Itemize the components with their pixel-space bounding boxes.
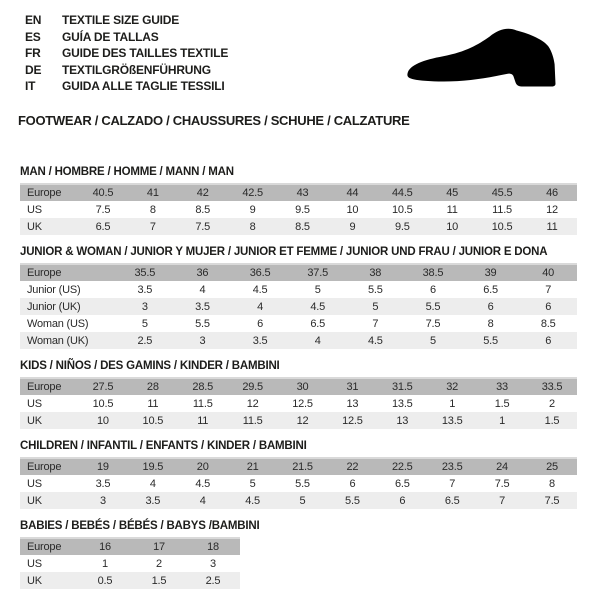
row-label: UK	[27, 414, 42, 427]
row-label: Junior (UK)	[27, 300, 81, 313]
size-cell: 4	[314, 334, 321, 347]
size-cell: 11	[546, 220, 558, 233]
row-label: UK	[27, 494, 42, 507]
size-row-man-uk	[20, 218, 577, 235]
language-code: IT	[25, 79, 36, 93]
size-cell: 23.5	[441, 461, 463, 473]
size-row-kids-us	[20, 395, 577, 412]
size-cell: 43	[296, 187, 309, 199]
size-row-kids-europe	[20, 378, 577, 395]
size-row-junior-woman-junior-uk	[20, 298, 577, 315]
size-cell: 31.5	[391, 381, 413, 393]
size-cell: 7.5	[95, 203, 111, 216]
row-label: Europe	[27, 461, 62, 473]
size-cell: 33	[496, 381, 508, 393]
row-label: Woman (US)	[27, 317, 89, 330]
size-cell: 7.5	[494, 477, 510, 490]
row-label: Europe	[27, 541, 62, 553]
size-cell: 42.5	[242, 187, 263, 199]
size-section-babies	[20, 520, 580, 589]
size-cell: 3.5	[137, 283, 153, 296]
size-cell: 10.5	[92, 397, 114, 410]
size-cell: 5	[372, 300, 379, 313]
size-section-man	[20, 166, 580, 235]
size-row-junior-woman-woman-us	[20, 315, 577, 332]
size-cell: 9	[249, 203, 256, 216]
size-cell: 11	[446, 203, 458, 216]
size-cell: 21.5	[292, 461, 313, 473]
size-cell: 27.5	[92, 381, 114, 393]
size-row-children-uk	[20, 492, 577, 509]
size-cell: 10.5	[142, 414, 164, 427]
size-section-kids	[20, 360, 580, 429]
size-cell: 1	[102, 557, 108, 570]
language-row-fr	[25, 45, 228, 62]
size-cell: 9.5	[295, 203, 310, 216]
size-cell: 3.5	[145, 494, 161, 507]
size-cell: 5	[249, 477, 256, 490]
size-cell: 5	[314, 283, 321, 296]
size-cell: 37.5	[307, 267, 328, 279]
size-row-man-us	[20, 201, 577, 218]
size-cell: 8.5	[195, 203, 211, 216]
size-cell: 13.5	[391, 397, 413, 410]
size-row-kids-uk	[20, 412, 577, 429]
size-cell: 6	[429, 283, 436, 296]
size-table-junior-woman	[20, 263, 577, 349]
size-cell: 9	[349, 220, 356, 233]
row-label: US	[27, 557, 42, 570]
size-cell: 39	[484, 267, 497, 279]
size-cell: 1.5	[151, 574, 167, 587]
size-cell: 6	[545, 334, 552, 347]
size-cell: 2	[156, 557, 162, 570]
size-cell: 19	[97, 461, 109, 473]
size-cell: 4	[257, 300, 264, 313]
size-cell: 3	[210, 557, 216, 570]
size-cell: 11.5	[242, 414, 263, 427]
size-cell: 4.5	[252, 283, 268, 296]
size-cell: 11.5	[192, 397, 213, 410]
size-cell: 11	[197, 414, 209, 427]
language-code: ES	[25, 29, 41, 44]
size-cell: 8	[249, 220, 256, 233]
size-section-junior-woman	[20, 246, 580, 349]
size-cell: 1.5	[494, 397, 510, 410]
size-section-title-kids: KIDS / NIÑOS / DES GAMINS / KINDER / BAMBINI	[20, 360, 280, 372]
size-cell: 5.5	[295, 477, 310, 490]
size-cell: 40	[542, 267, 555, 279]
size-cell: 6.5	[444, 494, 460, 507]
language-code: EN	[25, 13, 42, 27]
size-cell: 21	[246, 461, 259, 473]
size-cell: 44.5	[391, 187, 413, 199]
language-title: GUIDE DES TAILLES TEXTILE	[62, 46, 229, 60]
row-label: UK	[27, 220, 42, 233]
size-cell: 5	[299, 494, 306, 507]
row-label: US	[27, 397, 42, 410]
language-row-es	[25, 29, 228, 46]
size-cell: 38	[369, 267, 382, 279]
size-cell: 3.5	[95, 477, 111, 490]
size-cell: 7	[499, 494, 506, 507]
size-cell: 28	[146, 381, 159, 393]
size-cell: 6.5	[483, 283, 498, 296]
size-table-kids	[20, 377, 577, 429]
language-row-en	[25, 12, 228, 29]
language-code: FR	[25, 46, 41, 60]
size-cell: 8	[487, 317, 494, 330]
size-cell: 28.5	[192, 381, 214, 393]
size-cell: 7.5	[195, 220, 211, 233]
row-label: Europe	[27, 187, 62, 199]
size-cell: 4.5	[245, 494, 260, 507]
size-table-babies	[20, 537, 240, 589]
size-cell: 16	[99, 541, 111, 553]
size-cell: 40.5	[92, 187, 114, 199]
size-cell: 11	[147, 397, 159, 410]
size-cell: 31	[346, 381, 359, 393]
size-cell: 38.5	[422, 267, 444, 279]
size-cell: 19.5	[142, 461, 164, 473]
size-row-junior-woman-junior-us	[20, 281, 577, 298]
size-section-title-junior-woman: JUNIOR & WOMAN / JUNIOR Y MUJER / JUNIOR ET FEMME / JUNIOR UND FRAU / JUNIOR E DONA	[20, 246, 548, 258]
size-cell: 45.5	[491, 187, 513, 199]
size-cell: 5	[429, 334, 436, 347]
size-cell: 6	[545, 300, 552, 313]
size-cell: 4	[199, 494, 206, 507]
size-cell: 10	[97, 414, 109, 427]
size-cell: 5.5	[425, 300, 441, 313]
size-cell: 20	[196, 461, 209, 473]
size-cell: 12.5	[342, 414, 363, 427]
size-cell: 6	[487, 300, 494, 313]
row-label: US	[27, 477, 42, 490]
size-cell: 13	[396, 414, 409, 427]
size-cell: 4.5	[367, 334, 383, 347]
size-row-junior-woman-europe	[20, 264, 577, 281]
size-cell: 4	[199, 283, 206, 296]
size-cell: 3	[199, 334, 206, 347]
row-label: UK	[27, 574, 42, 587]
size-section-title-children: CHILDREN / INFANTIL / ENFANTS / KINDER / BAMBINI	[20, 440, 307, 452]
size-cell: 8.5	[295, 220, 310, 233]
size-cell: 5.5	[367, 283, 383, 296]
size-cell: 12.5	[292, 397, 313, 410]
size-section-title-man: MAN / HOMBRE / HOMME / MANN / MAN	[20, 166, 234, 178]
size-cell: 36.5	[249, 267, 271, 279]
size-cell: 10.5	[491, 220, 513, 233]
size-cell: 7	[372, 317, 379, 330]
size-row-babies-us	[20, 555, 240, 572]
size-cell: 5.5	[345, 494, 360, 507]
size-cell: 7	[449, 477, 456, 490]
size-cell: 5	[141, 317, 148, 330]
size-row-junior-woman-woman-uk	[20, 332, 577, 349]
size-cell: 36	[196, 267, 209, 279]
size-cell: 8	[149, 203, 156, 216]
size-cell: 2.5	[137, 334, 153, 347]
size-cell: 10.5	[391, 203, 413, 216]
size-cell: 10	[446, 220, 459, 233]
size-cell: 46	[546, 187, 558, 199]
size-cell: 6	[349, 477, 356, 490]
size-tables	[20, 166, 580, 600]
size-row-babies-uk	[20, 572, 240, 589]
row-label: Europe	[27, 381, 62, 393]
size-cell: 6	[257, 317, 264, 330]
size-row-man-europe	[20, 184, 577, 201]
size-cell: 13.5	[441, 414, 463, 427]
row-label: US	[27, 203, 42, 216]
language-row-it	[25, 78, 228, 95]
size-cell: 32	[446, 381, 459, 393]
size-cell: 4.5	[195, 477, 211, 490]
size-cell: 22	[346, 461, 359, 473]
size-cell: 12	[546, 203, 558, 216]
size-cell: 6	[399, 494, 406, 507]
size-cell: 12	[246, 397, 259, 410]
size-cell: 45	[446, 187, 459, 199]
size-cell: 42	[196, 187, 209, 199]
size-row-children-europe	[20, 458, 577, 475]
language-row-de	[25, 62, 228, 79]
size-cell: 6.5	[310, 317, 326, 330]
size-row-babies-europe	[20, 538, 240, 555]
size-cell: 30	[296, 381, 309, 393]
size-cell: 7.5	[544, 494, 560, 507]
size-cell: 1	[449, 397, 456, 410]
size-cell: 9.5	[394, 220, 410, 233]
size-cell: 18	[207, 541, 219, 553]
size-cell: 3	[141, 300, 148, 313]
row-label: Woman (UK)	[27, 334, 89, 347]
row-label: Europe	[27, 267, 62, 279]
size-cell: 8.5	[540, 317, 556, 330]
size-cell: 24	[496, 461, 508, 473]
size-cell: 2	[549, 397, 555, 410]
language-title: TEXTILE SIZE GUIDE	[62, 13, 180, 27]
size-cell: 3	[99, 494, 106, 507]
size-cell: 7	[545, 283, 552, 296]
size-cell: 13	[346, 397, 359, 410]
size-cell: 0.5	[97, 574, 113, 587]
size-cell: 5.5	[195, 317, 210, 330]
size-table-man	[20, 183, 577, 235]
size-cell: 1	[499, 414, 506, 427]
size-cell: 12	[296, 414, 309, 427]
size-cell: 44	[346, 187, 359, 199]
size-cell: 35.5	[134, 267, 156, 279]
size-cell: 33.5	[541, 381, 563, 393]
size-section-children	[20, 440, 580, 509]
language-title: TEXTILGRÖßENFÜHRUNG	[62, 62, 211, 77]
size-cell: 10	[346, 203, 359, 216]
row-label: Junior (US)	[27, 283, 81, 296]
language-title: GUÍA DE TALLAS	[62, 29, 159, 44]
size-cell: 5.5	[483, 334, 498, 347]
size-cell: 7	[149, 220, 156, 233]
size-cell: 1.5	[544, 414, 560, 427]
size-cell: 11.5	[492, 203, 512, 216]
language-title: GUIDA ALLE TAGLIE TESSILI	[62, 79, 225, 93]
size-cell: 17	[153, 541, 165, 553]
size-cell: 4	[149, 477, 156, 490]
size-cell: 6.5	[394, 477, 410, 490]
language-code: DE	[25, 62, 42, 77]
size-table-children	[20, 457, 577, 509]
size-cell: 29.5	[242, 381, 263, 393]
shoe-icon	[388, 20, 584, 112]
size-cell: 6.5	[95, 220, 111, 233]
size-cell: 3.5	[195, 300, 210, 313]
footwear-category-line: FOOTWEAR / CALZADO / CHAUSSURES / SCHUHE / CALZATURE	[18, 113, 410, 128]
size-cell: 3.5	[252, 334, 268, 347]
size-cell: 25	[546, 461, 558, 473]
size-row-children-us	[20, 475, 577, 492]
size-cell: 8	[549, 477, 555, 490]
language-title-block	[25, 12, 228, 95]
size-cell: 41	[146, 187, 159, 199]
size-cell: 22.5	[391, 461, 413, 473]
size-cell: 2.5	[205, 574, 221, 587]
size-cell: 4.5	[310, 300, 326, 313]
size-cell: 7.5	[425, 317, 441, 330]
size-section-title-babies: BABIES / BEBÉS / BÉBÉS / BABYS /BAMBINI	[20, 520, 260, 532]
